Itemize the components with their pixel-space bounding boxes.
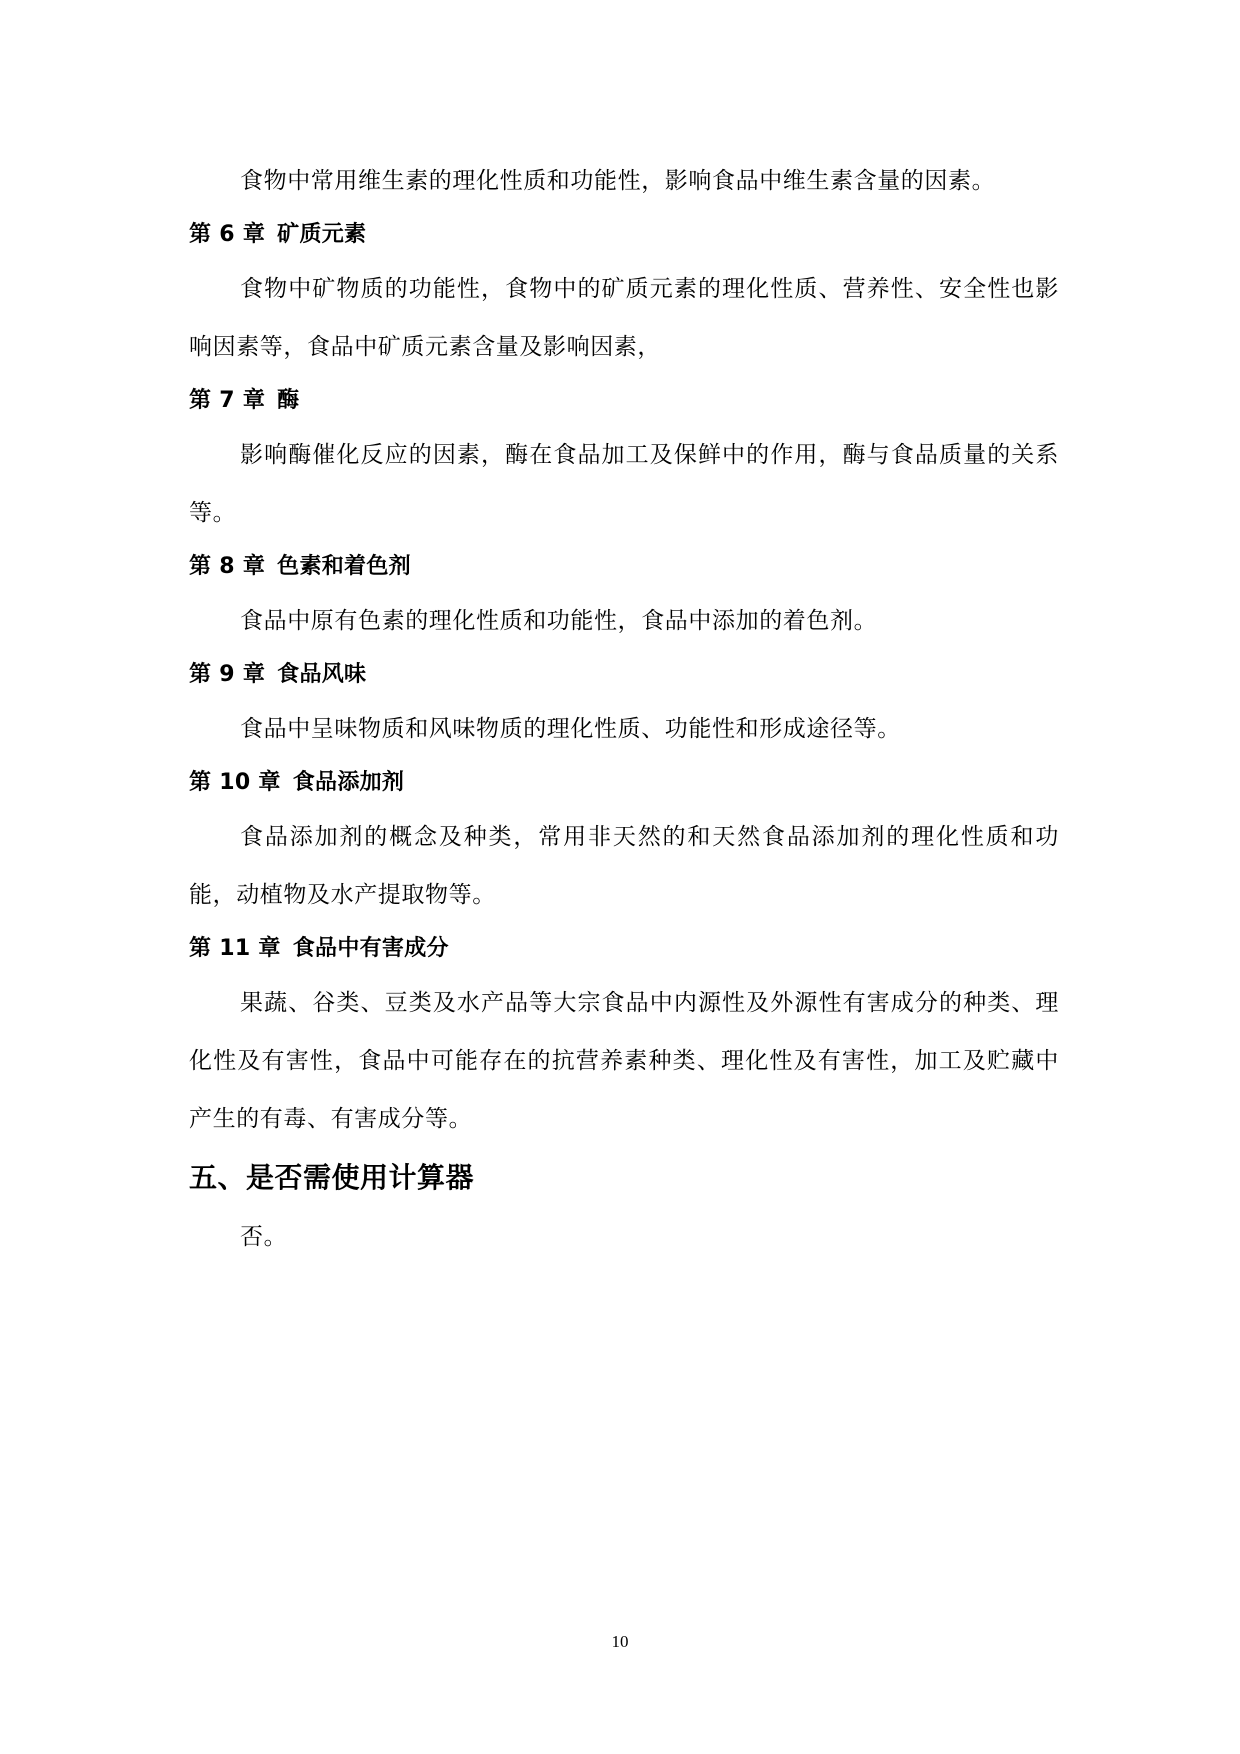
chapter-8-content: 食品中原有色素的理化性质和功能性，食品中添加的着色剂。 xyxy=(240,608,878,634)
intro-paragraph: 食物中常用维生素的理化性质和功能性，影响食品中维生素含量的因素。 xyxy=(240,168,996,194)
chapter-6-content: 食物中矿物质的功能性，食物中的矿质元素的理化性质、营养性、安全性也影响因素等，食品中矿质元素含量及影响因素， xyxy=(189,276,1059,360)
chapter-9-content: 食品中呈味物质和风味物质的理化性质、功能性和形成途径等。 xyxy=(240,716,901,742)
chapter-10-number: 第 10 章 xyxy=(189,770,281,795)
chapter-11-content: 果蔬、谷类、豆类及水产品等大宗食品中内源性及外源性有害成分的种类、理化性及有害性，食品中可能存在的抗营养素种类、理化性及有害性，加工及贮藏中产生的有毒、有害成分等。 xyxy=(189,990,1059,1132)
chapter-6-number: 第 6 章 xyxy=(189,222,266,247)
chapter-9-heading xyxy=(189,650,1059,700)
chapter-10-content: 食品添加剂的概念及种类，常用非天然的和天然食品添加剂的理化性质和功能，动植物及水产提取物等。 xyxy=(189,824,1059,908)
chapter-7-heading xyxy=(189,376,1059,426)
section-five-heading: 五、是否需使用计算器 xyxy=(189,1161,475,1194)
chapter-11-number: 第 11 章 xyxy=(189,936,281,961)
section-five-answer: 否。 xyxy=(240,1224,288,1250)
chapter-7-content: 影响酶催化反应的因素，酶在食品加工及保鲜中的作用，酶与食品质量的关系等。 xyxy=(189,442,1059,526)
chapter-11-heading xyxy=(189,924,1059,974)
chapter-11-title: 食品中有害成分 xyxy=(292,936,449,961)
chapter-9-title: 食品风味 xyxy=(277,662,367,687)
chapter-8-heading xyxy=(189,542,1059,592)
chapter-10-title: 食品添加剂 xyxy=(292,770,405,795)
chapter-9-number: 第 9 章 xyxy=(189,662,266,687)
chapter-8-number: 第 8 章 xyxy=(189,554,266,579)
chapter-7-title: 酶 xyxy=(277,388,300,413)
page-number: 10 xyxy=(611,1632,629,1651)
chapter-7-number: 第 7 章 xyxy=(189,388,266,413)
chapter-8-title: 色素和着色剂 xyxy=(277,554,411,579)
chapter-6-heading xyxy=(189,210,1059,260)
chapter-10-heading xyxy=(189,758,1059,808)
chapter-6-title: 矿质元素 xyxy=(277,222,367,247)
page-content xyxy=(189,152,1059,1266)
